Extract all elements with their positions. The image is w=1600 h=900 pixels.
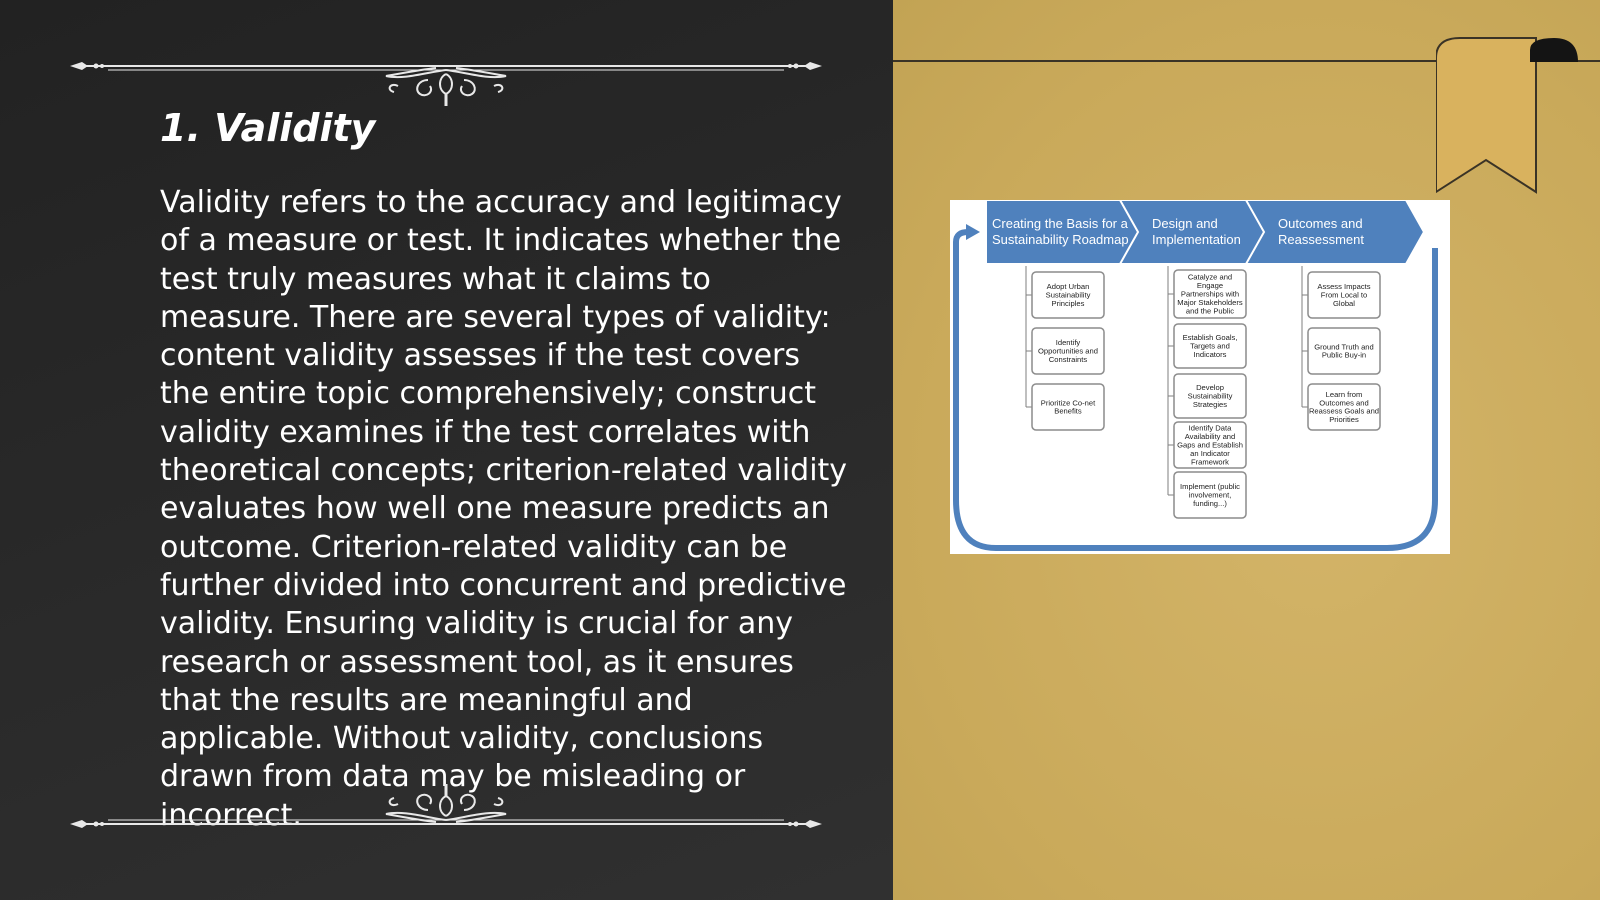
step-label: Sustainability: [1187, 391, 1233, 401]
phase-label: Creating the Basis for a: [992, 216, 1128, 231]
step-label: Establish Goals,: [1182, 333, 1238, 343]
step-label: Catalyze and: [1187, 272, 1233, 282]
step-label: Prioritize Co-net: [1040, 398, 1096, 408]
ornament-divider-icon: [68, 772, 824, 828]
cycle-arrowhead-icon: [966, 224, 980, 240]
step-label: Major Stakeholders: [1177, 297, 1243, 307]
step-label: Implement (public: [1180, 482, 1240, 492]
ornament-divider-icon: [68, 50, 824, 106]
step-label: Identify: [1055, 338, 1081, 348]
step-label: Principles: [1051, 298, 1085, 308]
step-label: and the Public: [1185, 306, 1235, 316]
step-label: funding...): [1193, 498, 1227, 508]
step-label: Adopt Urban: [1046, 282, 1090, 292]
step-label: Reassess Goals and: [1308, 406, 1380, 416]
step-label: Opportunities and: [1038, 346, 1098, 356]
step-label: Indicators: [1193, 349, 1227, 359]
step-label: Partnerships with: [1180, 289, 1240, 299]
step-label: Sustainability: [1045, 290, 1091, 300]
step-label: Engage: [1196, 281, 1224, 291]
phase-label: Sustainability Roadmap: [992, 232, 1129, 247]
step-label: Identify Data: [1188, 423, 1232, 433]
step-label: From Local to: [1320, 290, 1368, 300]
step-label: Develop: [1196, 383, 1224, 393]
step-label: Framework: [1191, 457, 1229, 467]
phase-label: Design and: [1152, 216, 1218, 231]
sustainability-roadmap-diagram: [950, 200, 1450, 554]
step-label: Benefits: [1054, 406, 1082, 416]
step-label: Gaps and Establish: [1177, 440, 1243, 450]
step-label: Ground Truth and: [1314, 342, 1374, 352]
step-label: Learn from: [1325, 389, 1363, 399]
slide-title: 1. Validity: [160, 106, 376, 150]
step-label: an Indicator: [1190, 448, 1230, 458]
phase-label: Implementation: [1152, 232, 1241, 247]
step-label: Priorities: [1329, 415, 1359, 425]
step-label: Assess Impacts: [1317, 282, 1371, 292]
bookmark-icon: [1436, 36, 1588, 198]
step-label: Global: [1333, 298, 1355, 308]
step-label: involvement,: [1188, 490, 1232, 500]
step-label: Outcomes and: [1319, 398, 1369, 408]
step-label: Public Buy-in: [1321, 350, 1367, 360]
slide-body-text: Validity refers to the accuracy and legitimacy of a measure or test. It indicates whether the test truly measures what it claims to measure. There are several types of validity: content validity assesses if the test covers the entire topic comprehensively; construct validity examines if the test correlates with theoretical concepts; criterion-related validity evaluates how well one measure predicts an outcome. Criterion-related validity can be further divided into concurrent and predictive validity. Ensuring validity is crucial for any research or assessment tool, as it ensures that the results are meaningful and applicable. Without validity, conclusions drawn from data may be misleading or incorrect.: [160, 185, 848, 833]
step-label: Availability and: [1184, 432, 1236, 442]
step-label: Targets and: [1190, 341, 1230, 351]
step-label: Constraints: [1048, 354, 1088, 364]
phase-label: Outcomes and: [1278, 216, 1363, 231]
step-label: Strategies: [1192, 399, 1228, 409]
phase-label: Reassessment: [1278, 232, 1364, 247]
